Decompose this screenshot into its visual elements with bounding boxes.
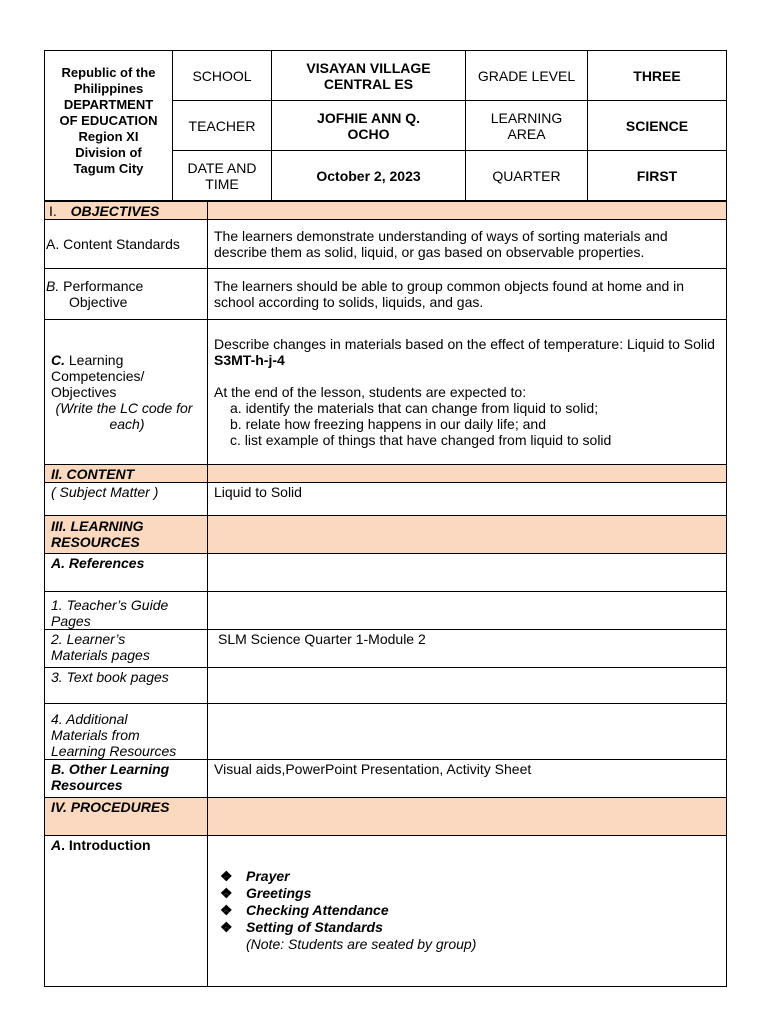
procedure-item xyxy=(220,868,722,885)
comp-label-line: Competencies/ xyxy=(51,368,145,384)
teachers-guide-value xyxy=(208,592,727,630)
intro-label: . Introduction xyxy=(61,837,151,853)
deped-line: Division of xyxy=(75,145,142,160)
perf-label-line: Objective xyxy=(69,294,128,310)
introduction-label xyxy=(45,836,208,987)
objectives-title: OBJECTIVES xyxy=(70,202,160,219)
diamond-bullet-icon: ❖ xyxy=(220,885,233,901)
school-value xyxy=(272,51,466,101)
lm-line: Materials pages xyxy=(51,647,150,663)
comp-label-line: Learning xyxy=(65,352,124,368)
diamond-bullet-icon: ❖ xyxy=(220,868,233,884)
references-label: A. References xyxy=(45,554,208,592)
competencies-label xyxy=(45,320,208,465)
procedure-item-text: Prayer xyxy=(246,868,290,884)
objectives-heading-empty xyxy=(208,202,727,220)
deped-line: Republic of the xyxy=(61,65,156,80)
objectives-num: I. xyxy=(49,202,57,219)
resources-heading-line: RESOURCES xyxy=(51,534,140,550)
area-label-line: LEARNING xyxy=(490,109,563,126)
deped-line: DEPARTMENT xyxy=(63,97,154,112)
quarter-value: FIRST xyxy=(588,151,727,201)
procedure-item xyxy=(220,902,722,919)
additional-materials-label xyxy=(45,704,208,760)
intro-letter: A xyxy=(51,837,62,853)
grade-value: THREE xyxy=(588,51,727,101)
references-value xyxy=(208,554,727,592)
performance-objective-text: The learners should be able to group common objects found at home and in school according to solids, liquids, and gas. xyxy=(208,269,727,320)
comp-letter: C. xyxy=(51,352,65,368)
additional-materials-value xyxy=(208,704,727,760)
diamond-bullet-icon: ❖ xyxy=(220,902,233,918)
procedure-item xyxy=(220,919,722,936)
area-label xyxy=(466,101,588,151)
resources-heading-line: III. LEARNING xyxy=(51,518,144,534)
tg-line: Pages xyxy=(51,612,91,629)
subject-matter-value: Liquid to Solid xyxy=(208,483,727,516)
performance-objective-label xyxy=(45,269,208,320)
procedures-heading: IV. PROCEDURES xyxy=(45,798,208,836)
comp-note-line: each) xyxy=(109,416,145,432)
date-label xyxy=(173,151,272,201)
date-label-line: TIME xyxy=(205,175,239,192)
deped-line: Tagum City xyxy=(73,161,144,176)
comp-code: S3MT-h-j-4 xyxy=(214,352,285,368)
other-resources-value: Visual aids,PowerPoint Presentation, Activity Sheet xyxy=(208,760,727,798)
add-line: Materials from xyxy=(51,726,140,743)
area-label-line: AREA xyxy=(507,125,546,142)
deped-header xyxy=(45,51,173,201)
add-line: 4. Additional xyxy=(51,710,128,727)
deped-line: Region XI xyxy=(78,129,139,144)
content-standards-label: A. Content Standards xyxy=(45,220,208,269)
objectives-heading xyxy=(45,202,208,220)
content-heading-empty xyxy=(208,465,727,483)
comp-item: c. list example of things that have changed from liquid to solid xyxy=(230,432,612,448)
teacher-value-line: JOFHIE ANN Q. xyxy=(317,109,420,126)
deped-line: OF EDUCATION xyxy=(59,113,158,128)
procedure-item-text: Greetings xyxy=(246,885,312,901)
content-heading: II. CONTENT xyxy=(45,465,208,483)
learners-materials-value: SLM Science Quarter 1-Module 2 xyxy=(208,630,727,668)
perf-label-line: Performance xyxy=(59,278,144,294)
resources-heading xyxy=(45,516,208,554)
procedure-item-text: Setting of Standards xyxy=(246,919,383,935)
procedure-list xyxy=(212,868,722,936)
comp-text: Describe changes in materials based on the effect of temperature: Liquid to Solid xyxy=(214,336,715,352)
introduction-content xyxy=(208,836,727,987)
competencies-text xyxy=(208,320,727,465)
comp-intro: At the end of the lesson, students are expected to: xyxy=(214,384,527,400)
resources-heading-empty xyxy=(208,516,727,554)
add-line: Learning Resources xyxy=(51,742,177,759)
procedure-note: (Note: Students are seated by group) xyxy=(246,936,477,952)
textbook-label: 3. Text book pages xyxy=(45,668,208,704)
school-value-line: VISAYAN VILLAGE xyxy=(306,59,431,76)
teacher-value-line: OCHO xyxy=(347,125,390,142)
header-table xyxy=(44,50,727,201)
comp-item: b. relate how freezing happens in our daily life; and xyxy=(230,416,546,432)
area-value: SCIENCE xyxy=(588,101,727,151)
quarter-label: QUARTER xyxy=(466,151,588,201)
teachers-guide-label xyxy=(45,592,208,630)
comp-label-line: Objectives xyxy=(51,384,117,400)
tg-line: 1. Teacher’s Guide xyxy=(51,596,169,613)
perf-letter: B. xyxy=(46,278,60,294)
comp-item: a. identify the materials that can change from liquid to solid; xyxy=(230,400,599,416)
content-standards-text: The learners demonstrate understanding of ways of sorting materials and describe them as solid, liquid, or gas based on observable properties. xyxy=(208,220,727,269)
school-label: SCHOOL xyxy=(173,51,272,101)
deped-line: Philippines xyxy=(73,81,144,96)
textbook-value xyxy=(208,668,727,704)
learners-materials-label xyxy=(45,630,208,668)
other-line: B. Other Learning xyxy=(51,761,170,777)
date-label-line: DATE AND xyxy=(187,159,257,176)
diamond-bullet-icon: ❖ xyxy=(220,919,233,935)
procedure-item xyxy=(220,885,722,902)
procedure-item-text: Checking Attendance xyxy=(246,902,389,918)
comp-note-line: (Write the LC code for xyxy=(55,400,193,416)
teacher-label: TEACHER xyxy=(173,101,272,151)
subject-matter-label: ( Subject Matter ) xyxy=(45,483,208,516)
teacher-value xyxy=(272,101,466,151)
grade-label: GRADE LEVEL xyxy=(466,51,588,101)
lm-line: 2. Learner’s xyxy=(51,631,126,647)
school-value-line: CENTRAL ES xyxy=(323,75,414,92)
lesson-plan-table xyxy=(44,201,727,987)
date-value: October 2, 2023 xyxy=(272,151,466,201)
other-line: Resources xyxy=(51,777,123,793)
procedures-heading-empty xyxy=(208,798,727,836)
other-resources-label xyxy=(45,760,208,798)
